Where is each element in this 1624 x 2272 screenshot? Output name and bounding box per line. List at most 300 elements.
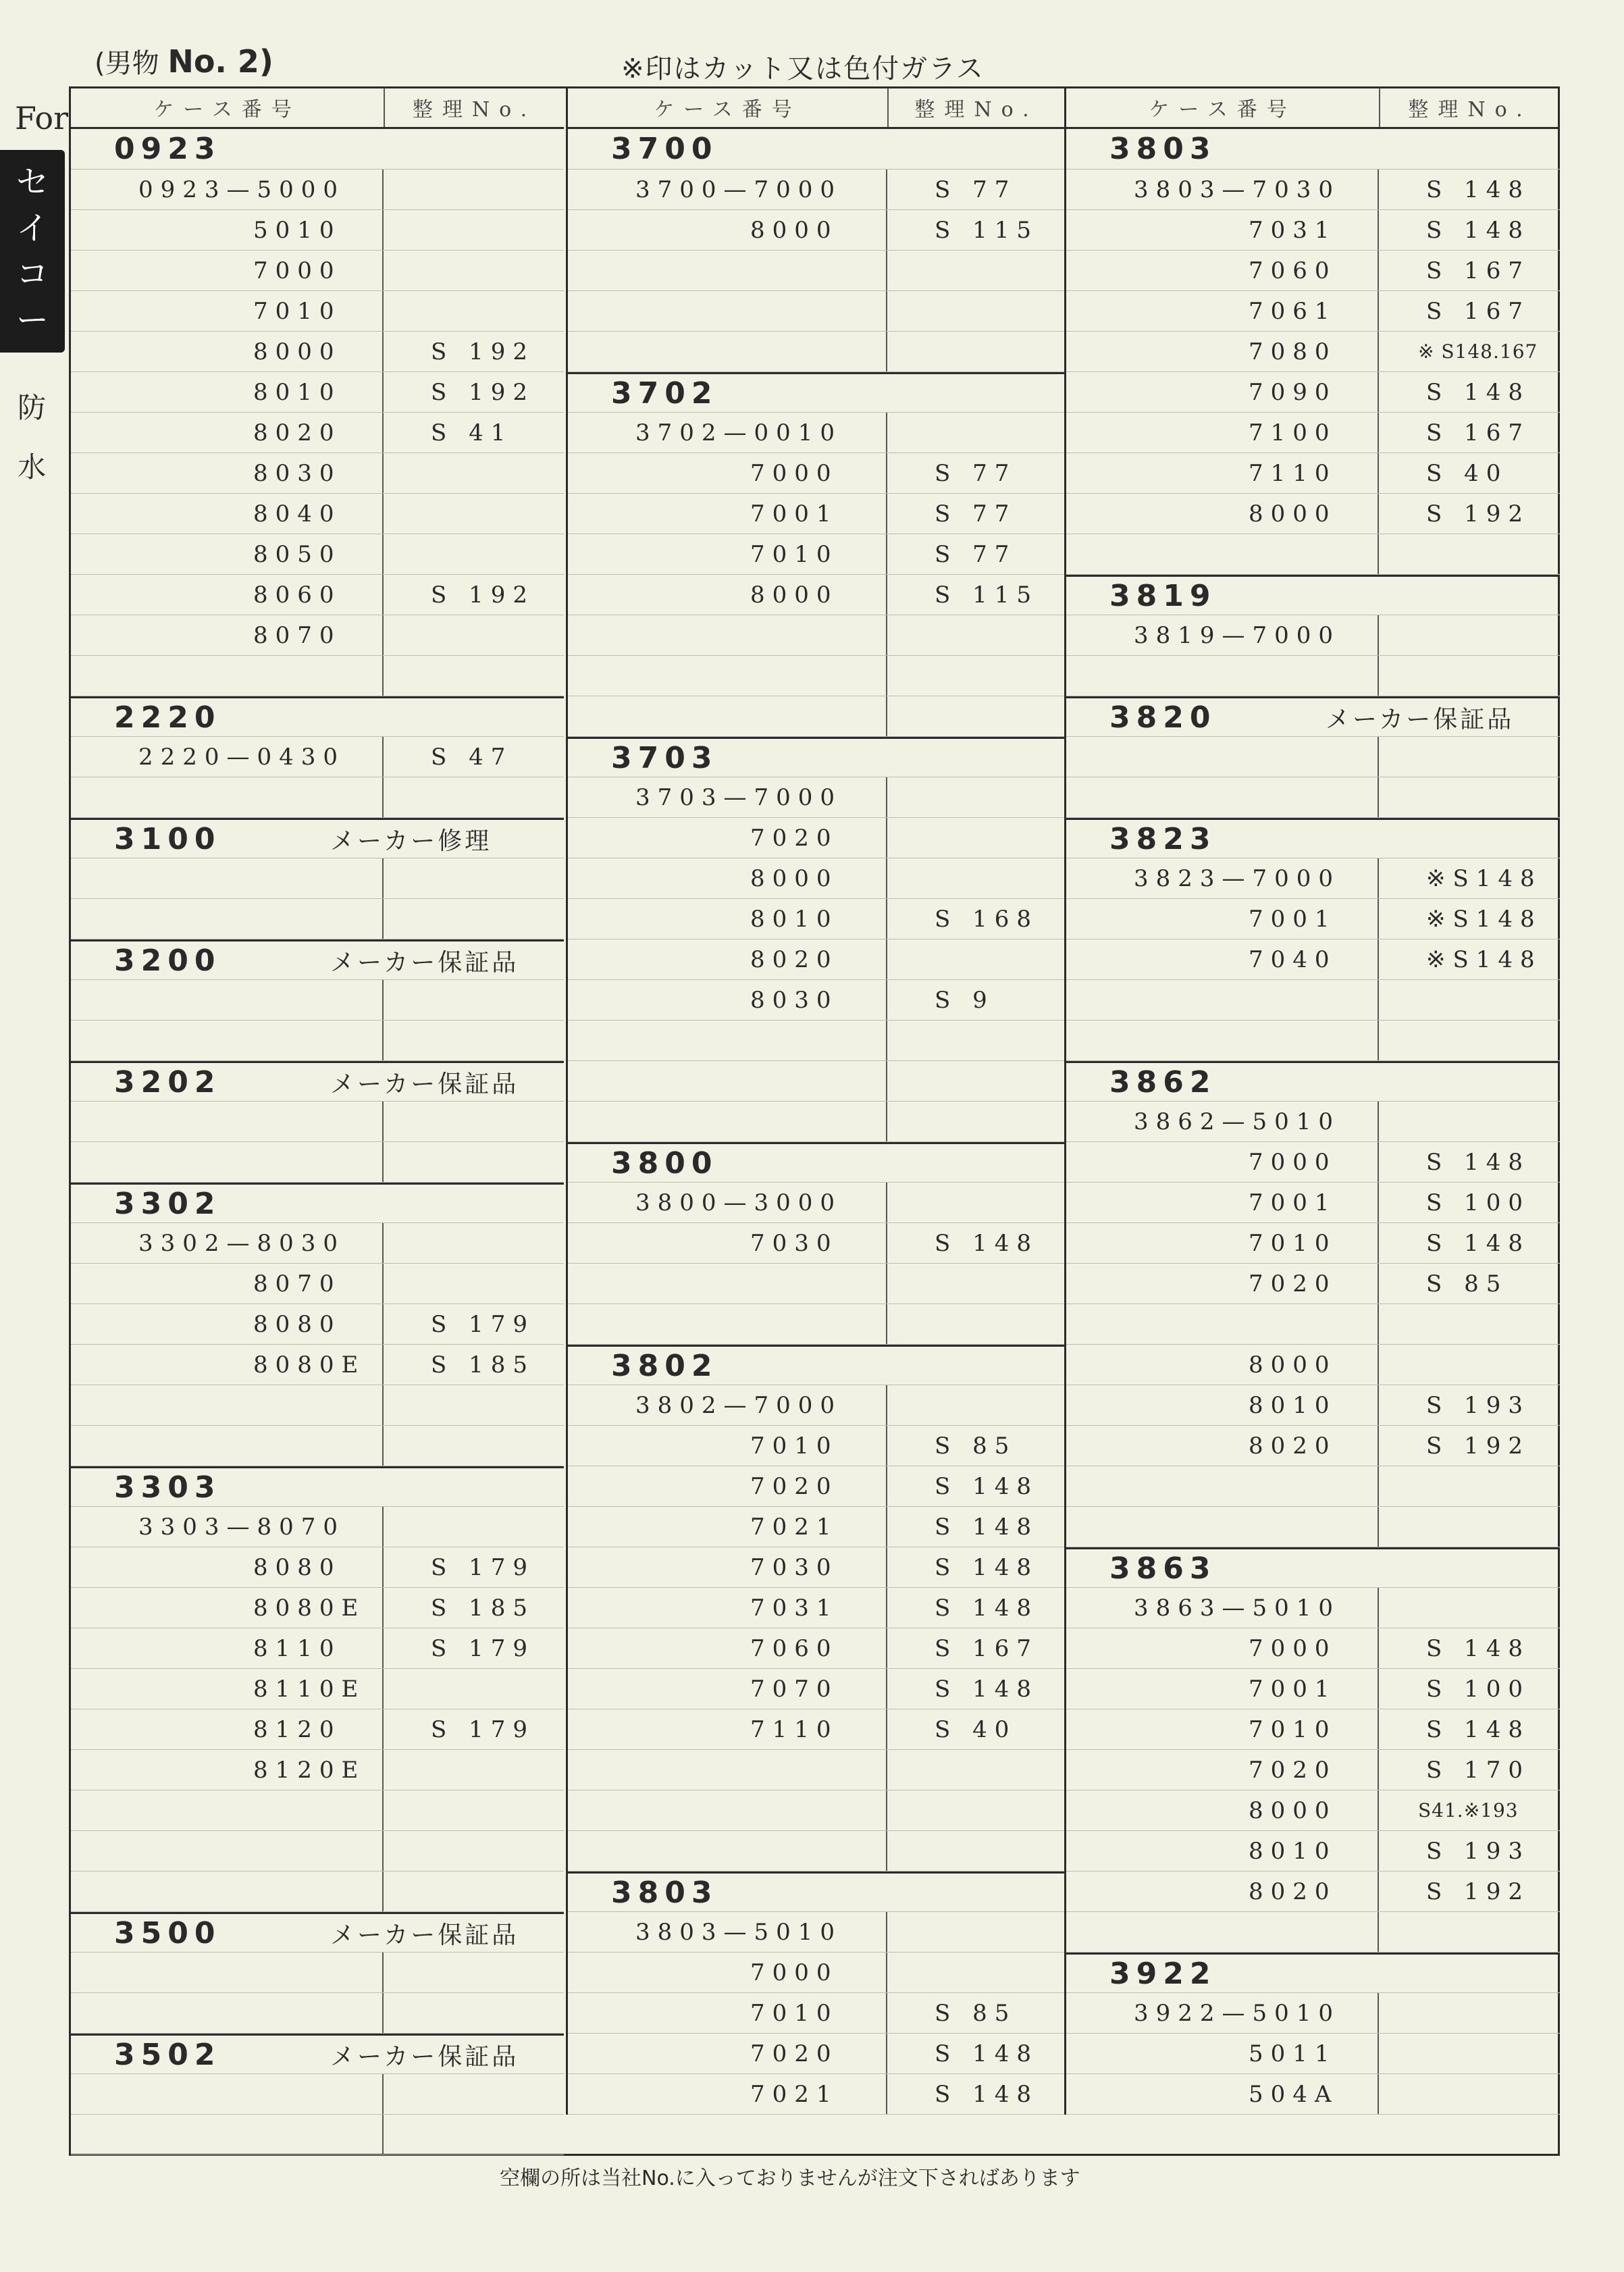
case-number-cell: 8110E xyxy=(71,1669,384,1709)
case-number-cell xyxy=(568,291,887,331)
group-header xyxy=(1066,575,1560,615)
table-row xyxy=(1066,2034,1560,2074)
table-row xyxy=(1066,858,1560,899)
case-number-cell: 8000 xyxy=(1066,1790,1379,1830)
table-row xyxy=(568,980,1064,1021)
case-number-header: ケース番号 xyxy=(568,88,889,127)
table-row xyxy=(568,656,1064,696)
ref-no-cell xyxy=(887,777,1064,817)
case-number-cell: 7020 xyxy=(1066,1750,1379,1790)
table-row xyxy=(71,1385,564,1426)
ref-no-header: 整理No. xyxy=(914,98,1039,122)
ref-no-cell: S 40 xyxy=(1426,459,1509,487)
ref-no-cell xyxy=(887,1953,1064,1992)
ref-no-cell: S 41 xyxy=(431,419,513,446)
ref-no-cell xyxy=(887,1750,1064,1790)
group-header xyxy=(568,129,1064,170)
group-code: 0923 xyxy=(114,132,221,166)
ref-no-cell xyxy=(384,1507,564,1547)
case-number-cell: 3863—5010 xyxy=(1066,1588,1379,1628)
table-row xyxy=(568,777,1064,818)
table-row xyxy=(568,575,1064,615)
table-row xyxy=(568,534,1064,575)
ref-no-cell xyxy=(887,1102,1064,1141)
table-row xyxy=(568,494,1064,534)
table-row xyxy=(71,2074,564,2115)
group-code: 3302 xyxy=(114,1186,221,1221)
case-number-cell xyxy=(71,1790,384,1830)
case-number-cell xyxy=(568,615,887,655)
table-row xyxy=(568,1507,1064,1547)
case-number-cell: 7010 xyxy=(71,291,384,331)
ref-no-cell: ※S148 xyxy=(1426,905,1542,933)
ref-no-cell xyxy=(887,1061,1064,1101)
ref-no-cell xyxy=(384,980,564,1020)
group-header xyxy=(1066,818,1560,858)
ref-no-cell xyxy=(887,656,1064,696)
ref-no-cell xyxy=(384,210,564,250)
case-number-cell: 7020 xyxy=(568,2034,887,2073)
case-number-cell: 8050 xyxy=(71,534,384,574)
table-row xyxy=(1066,980,1560,1021)
case-number-cell xyxy=(71,1142,384,1182)
case-number-cell xyxy=(71,1871,384,1911)
ref-no-cell: S 167 xyxy=(1426,419,1530,446)
group-code: 3823 xyxy=(1109,821,1217,856)
ref-no-header: 整理No. xyxy=(412,98,537,122)
table-row xyxy=(568,1061,1064,1102)
table-row xyxy=(1066,1628,1560,1669)
column-header xyxy=(568,88,1064,129)
ref-no-cell: S 148 xyxy=(1426,176,1530,203)
case-number-cell: 7000 xyxy=(568,453,887,493)
case-number-cell: 8020 xyxy=(1066,1871,1379,1911)
table-row xyxy=(1066,413,1560,453)
ref-no-cell xyxy=(384,1426,564,1466)
table-row xyxy=(1066,1790,1560,1831)
table-row xyxy=(71,737,564,777)
ref-no-cell xyxy=(887,413,1064,453)
group-code: 3800 xyxy=(611,1145,718,1181)
group-code: 3922 xyxy=(1109,1956,1217,1991)
ref-no-cell: S 148 xyxy=(935,2040,1039,2067)
table-row xyxy=(568,251,1064,291)
ref-no-cell: S 115 xyxy=(935,581,1039,609)
table-row xyxy=(568,1264,1064,1304)
ref-no-cell: S41.※193 xyxy=(1418,1799,1519,1822)
table-row xyxy=(71,170,564,210)
case-number-cell xyxy=(568,1061,887,1101)
case-number-cell xyxy=(1066,534,1379,574)
ref-no-cell: S 77 xyxy=(935,176,1017,203)
table-row xyxy=(568,1953,1064,1993)
case-number-cell: 7020 xyxy=(568,1466,887,1506)
case-number-cell: 7030 xyxy=(568,1547,887,1587)
case-number-cell: 7000 xyxy=(71,251,384,290)
ref-no-cell xyxy=(1379,1507,1560,1547)
group-header xyxy=(71,2034,564,2074)
table-row xyxy=(1066,737,1560,777)
table-row xyxy=(1066,1345,1560,1385)
case-number-cell xyxy=(568,1021,887,1060)
ref-no-cell: S 9 xyxy=(935,986,995,1014)
ref-no-cell: S 148 xyxy=(935,1553,1039,1581)
ref-no-cell xyxy=(384,1669,564,1709)
case-number-cell: 8030 xyxy=(568,980,887,1020)
table-row xyxy=(71,251,564,291)
table-row xyxy=(568,413,1064,453)
brand-char: コ xyxy=(16,255,49,293)
case-number-cell: 3803—7030 xyxy=(1066,170,1379,209)
column-1 xyxy=(71,88,564,2155)
ref-no-cell: S 148 xyxy=(935,1513,1039,1541)
column-header xyxy=(1066,88,1560,129)
ref-no-cell: S 40 xyxy=(935,1715,1017,1743)
case-number-cell: 3803—5010 xyxy=(568,1912,887,1952)
table-row xyxy=(1066,1223,1560,1264)
case-number-header: ケース番号 xyxy=(71,88,385,127)
table-row xyxy=(568,2034,1064,2074)
table-row xyxy=(71,1102,564,1142)
table-row xyxy=(568,1831,1064,1871)
case-number-cell: 8020 xyxy=(71,413,384,453)
table-row xyxy=(1066,1304,1560,1345)
ref-no-cell xyxy=(887,1264,1064,1303)
case-number-cell xyxy=(71,899,384,939)
table-row xyxy=(1066,777,1560,818)
table-row xyxy=(71,1426,564,1466)
case-number-cell: 7100 xyxy=(1066,413,1379,453)
case-number-cell: 7031 xyxy=(568,1588,887,1628)
ref-no-cell: S 167 xyxy=(1426,297,1530,325)
ref-no-cell: ※S148 xyxy=(1426,864,1542,892)
case-number-cell xyxy=(71,2074,384,2114)
case-number-cell: 5010 xyxy=(71,210,384,250)
case-number-cell: 8000 xyxy=(568,210,887,250)
ref-no-cell xyxy=(384,1750,564,1790)
case-number-cell: 8040 xyxy=(71,494,384,534)
case-number-cell: 7080 xyxy=(1066,332,1379,371)
table-row xyxy=(568,170,1064,210)
group-header xyxy=(71,129,564,170)
ref-no-cell: S 179 xyxy=(431,1715,535,1743)
table-row xyxy=(71,1709,564,1750)
ref-no-cell: S 148 xyxy=(1426,1229,1530,1257)
ref-no-cell xyxy=(887,858,1064,898)
table-row xyxy=(1066,1426,1560,1466)
ref-no-cell xyxy=(384,1264,564,1303)
case-number-cell: 3823—7000 xyxy=(1066,858,1379,898)
ref-no-cell xyxy=(384,1831,564,1871)
ref-no-cell: S 148 xyxy=(1426,1634,1530,1662)
case-number-cell xyxy=(71,1021,384,1060)
table-row xyxy=(568,615,1064,656)
case-number-cell: 7020 xyxy=(568,818,887,858)
page-category xyxy=(95,42,273,80)
ref-no-cell xyxy=(1379,1304,1560,1344)
table-row xyxy=(71,656,564,696)
case-number-cell xyxy=(568,1831,887,1871)
table-row xyxy=(1066,1831,1560,1871)
column-2 xyxy=(566,88,1064,2115)
table-row xyxy=(1066,1102,1560,1142)
case-number-cell xyxy=(1066,980,1379,1020)
group-code: 3700 xyxy=(611,132,718,166)
ref-no-cell: S 148 xyxy=(935,1675,1039,1703)
ref-no-cell xyxy=(384,1993,564,2033)
ref-no-cell xyxy=(887,1831,1064,1871)
table-row xyxy=(71,1871,564,1912)
case-number-cell xyxy=(568,1304,887,1344)
ref-no-cell: S 179 xyxy=(431,1310,535,1338)
case-number-cell xyxy=(568,696,887,736)
case-number-cell: 504A xyxy=(1066,2074,1379,2114)
ref-no-cell xyxy=(1379,1345,1560,1385)
table-row xyxy=(1066,534,1560,575)
ref-no-cell: S 148 xyxy=(1426,216,1530,244)
ref-no-cell xyxy=(1379,1466,1560,1506)
waterproof-label xyxy=(18,378,46,497)
table-row xyxy=(568,1750,1064,1790)
group-note: メーカー修理 xyxy=(330,827,492,855)
ref-no-cell xyxy=(384,170,564,209)
case-number-cell xyxy=(71,656,384,696)
ref-no-cell xyxy=(887,291,1064,331)
ref-no-cell: S 148 xyxy=(935,1472,1039,1500)
table-row xyxy=(71,1142,564,1183)
group-header xyxy=(568,737,1064,777)
table-row xyxy=(568,1426,1064,1466)
case-number-cell xyxy=(71,2115,384,2154)
case-number-cell: 7010 xyxy=(1066,1709,1379,1749)
ref-no-cell xyxy=(887,615,1064,655)
table-row xyxy=(1066,372,1560,413)
table-row xyxy=(71,1021,564,1061)
case-number-cell: 8080 xyxy=(71,1304,384,1344)
table-row xyxy=(71,1669,564,1709)
table-row xyxy=(568,1021,1064,1061)
ref-no-header: 整理No. xyxy=(1408,98,1532,122)
case-number-cell xyxy=(1066,1304,1379,1344)
column-3 xyxy=(1064,88,1560,2115)
case-number-cell: 8060 xyxy=(71,575,384,615)
case-number-cell: 8010 xyxy=(1066,1831,1379,1871)
case-number-header: ケース番号 xyxy=(1066,88,1380,127)
table-row xyxy=(71,980,564,1021)
group-header xyxy=(71,1061,564,1102)
ref-no-cell: S 193 xyxy=(1426,1391,1530,1419)
table-row xyxy=(1066,453,1560,494)
case-number-cell: 8120E xyxy=(71,1750,384,1790)
group-code: 3303 xyxy=(114,1470,221,1505)
case-number-cell xyxy=(1066,737,1379,777)
table-row xyxy=(71,1750,564,1790)
case-number-cell: 5011 xyxy=(1066,2034,1379,2073)
ref-no-cell xyxy=(384,291,564,331)
case-number-cell xyxy=(1066,1021,1379,1060)
ref-no-cell xyxy=(887,818,1064,858)
case-number-cell: 7021 xyxy=(568,2074,887,2114)
table-row xyxy=(1066,1507,1560,1547)
table-row xyxy=(1066,291,1560,332)
table-row xyxy=(71,291,564,332)
table-row xyxy=(71,1993,564,2034)
case-number-cell: 7021 xyxy=(568,1507,887,1547)
table-row xyxy=(568,1912,1064,1953)
ref-no-cell xyxy=(384,2074,564,2114)
case-number-cell: 7060 xyxy=(1066,251,1379,290)
ref-no-cell xyxy=(887,1183,1064,1222)
case-number-cell xyxy=(568,656,887,696)
ref-no-cell xyxy=(1379,1993,1560,2033)
case-number-cell: 7031 xyxy=(1066,210,1379,250)
case-number-cell: 8000 xyxy=(1066,1345,1379,1385)
table-row xyxy=(568,332,1064,372)
ref-no-cell: S 185 xyxy=(431,1351,535,1378)
ref-no-cell xyxy=(384,494,564,534)
table-row xyxy=(71,615,564,656)
case-number-cell xyxy=(568,251,887,290)
case-number-cell xyxy=(71,1426,384,1466)
group-code: 2220 xyxy=(114,700,221,735)
ref-no-cell: ※S148 xyxy=(1426,946,1542,973)
table-row xyxy=(1066,656,1560,696)
case-number-cell: 3702—0010 xyxy=(568,413,887,453)
ref-no-cell: S 168 xyxy=(935,905,1039,933)
case-number-cell xyxy=(568,1750,887,1790)
group-header xyxy=(71,1912,564,1953)
case-number-cell: 8070 xyxy=(71,615,384,655)
ref-no-cell xyxy=(1379,1102,1560,1141)
ref-no-cell: S 100 xyxy=(1426,1189,1530,1216)
case-number-cell: 8020 xyxy=(568,939,887,979)
table-row xyxy=(568,1102,1064,1142)
group-note: メーカー保証品 xyxy=(330,948,519,977)
table-row xyxy=(1066,899,1560,939)
case-number-cell: 3922—5010 xyxy=(1066,1993,1379,2033)
ref-no-cell xyxy=(1379,615,1560,655)
ref-no-cell xyxy=(887,251,1064,290)
case-number-cell: 3800—3000 xyxy=(568,1183,887,1222)
case-number-cell xyxy=(71,1385,384,1425)
group-code: 3200 xyxy=(114,943,221,978)
table-row xyxy=(568,1709,1064,1750)
group-header xyxy=(568,1871,1064,1912)
case-number-cell: 7030 xyxy=(568,1223,887,1263)
ref-no-cell xyxy=(1379,980,1560,1020)
table-row xyxy=(1066,1183,1560,1223)
table-row xyxy=(71,413,564,453)
ref-no-cell: S 167 xyxy=(1426,257,1530,284)
table-row xyxy=(1066,1912,1560,1953)
ref-no-cell xyxy=(887,1021,1064,1060)
case-number-cell: 7000 xyxy=(1066,1142,1379,1182)
case-number-cell: 7060 xyxy=(568,1628,887,1668)
table-row xyxy=(568,696,1064,737)
group-code: 3862 xyxy=(1109,1064,1217,1100)
case-number-cell: 7010 xyxy=(568,1993,887,2033)
table-row xyxy=(568,1993,1064,2034)
column-header xyxy=(71,88,564,129)
case-number-cell: 0923—5000 xyxy=(71,170,384,209)
table-row xyxy=(1066,170,1560,210)
case-number-cell xyxy=(1066,1466,1379,1506)
waterproof-char: 防 xyxy=(18,391,47,424)
table-row xyxy=(1066,1750,1560,1790)
ref-no-cell: S 192 xyxy=(1426,500,1530,527)
table-row xyxy=(568,1669,1064,1709)
table-row xyxy=(1066,332,1560,372)
group-code: 3500 xyxy=(114,1915,221,1951)
ref-no-cell: S 185 xyxy=(431,1594,535,1622)
table-row xyxy=(71,372,564,413)
table-row xyxy=(1066,494,1560,534)
table-row xyxy=(568,1385,1064,1426)
group-header xyxy=(71,818,564,858)
table-row xyxy=(1066,1871,1560,1912)
table-row xyxy=(71,332,564,372)
waterproof-char: 水 xyxy=(18,450,47,484)
ref-no-cell xyxy=(384,899,564,939)
case-number-cell: 8080 xyxy=(71,1547,384,1587)
table-row xyxy=(1066,1466,1560,1507)
case-number-cell: 8010 xyxy=(568,899,887,939)
ref-no-cell: S 148 xyxy=(1426,1148,1530,1176)
ref-no-cell: S 192 xyxy=(1426,1878,1530,1905)
table-row xyxy=(71,1790,564,1831)
ref-no-cell xyxy=(1379,1912,1560,1952)
case-number-cell xyxy=(1066,656,1379,696)
table-row xyxy=(568,453,1064,494)
group-code: 3802 xyxy=(611,1348,718,1383)
ref-no-cell xyxy=(1379,656,1560,696)
case-number-cell: 8020 xyxy=(1066,1426,1379,1466)
ref-no-cell xyxy=(384,1223,564,1263)
table-row xyxy=(71,858,564,899)
ref-no-cell: S 192 xyxy=(431,581,535,609)
table-row xyxy=(1066,1142,1560,1183)
case-number-cell xyxy=(568,1264,887,1303)
case-number-cell: 7010 xyxy=(1066,1223,1379,1263)
case-number-cell xyxy=(1066,1507,1379,1547)
case-number-cell: 8120 xyxy=(71,1709,384,1749)
ref-no-cell xyxy=(887,1912,1064,1952)
table-row xyxy=(1066,1021,1560,1061)
table-row xyxy=(568,899,1064,939)
ref-no-cell: S 85 xyxy=(1426,1270,1509,1297)
table-row xyxy=(71,210,564,251)
case-number-cell xyxy=(568,1790,887,1830)
footer-note: 空欄の所は当社No.に入っておりませんが注文下さればあります xyxy=(500,2167,1080,2190)
table-row xyxy=(1066,1588,1560,1628)
ref-no-cell: S 192 xyxy=(431,378,535,406)
group-code: 3703 xyxy=(611,740,718,775)
case-number-cell: 8080E xyxy=(71,1588,384,1628)
ref-no-cell xyxy=(384,534,564,574)
table-row xyxy=(71,1264,564,1304)
ref-no-cell: S 179 xyxy=(431,1553,535,1581)
ref-no-cell xyxy=(1379,1021,1560,1060)
brand-char: イ xyxy=(16,209,49,247)
ref-no-cell: S 77 xyxy=(935,459,1017,487)
group-header xyxy=(568,1345,1064,1385)
table-row xyxy=(1066,615,1560,656)
table-row xyxy=(1066,1709,1560,1750)
group-header xyxy=(1066,1061,1560,1102)
case-number-cell: 3862—5010 xyxy=(1066,1102,1379,1141)
ref-no-cell xyxy=(384,1021,564,1060)
group-header xyxy=(71,1183,564,1223)
